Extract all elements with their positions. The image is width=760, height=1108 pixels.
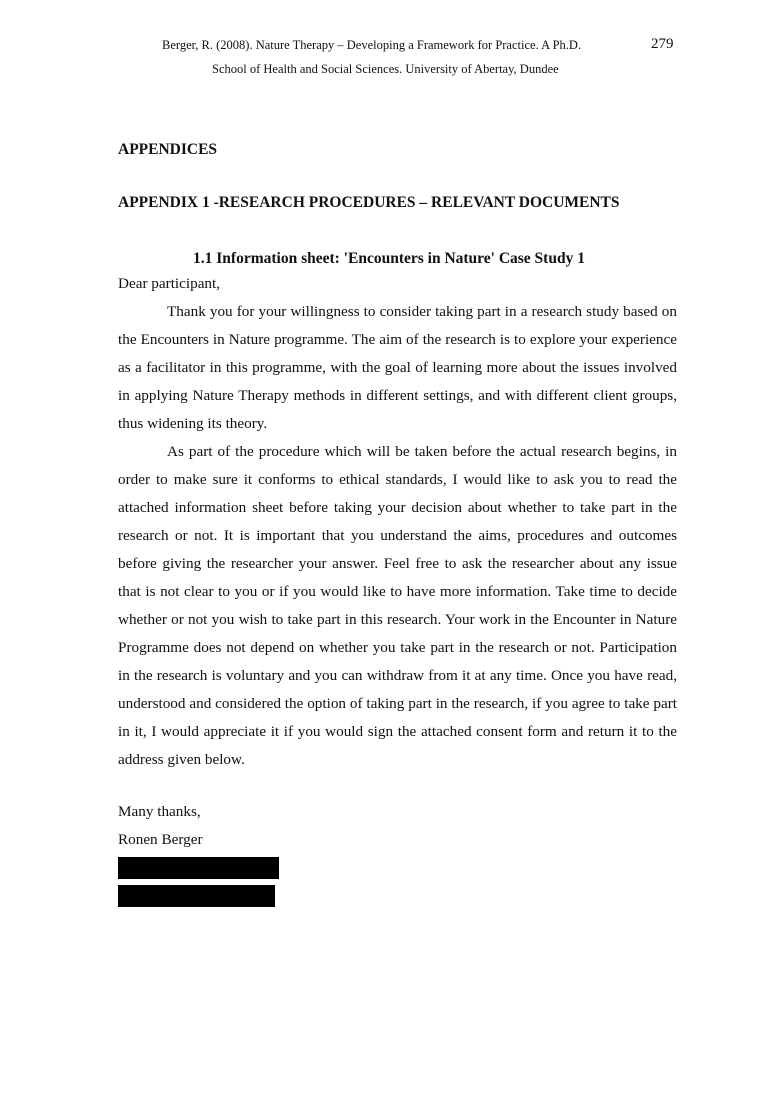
redaction-bar-2: [118, 885, 275, 907]
paragraph-1-container: [118, 298, 677, 438]
paragraph-2-container: [118, 438, 677, 774]
paragraph-1: Thank you for your willingness to consider taking part in a research study based on the Encounters in Nature programme. The aim of the research is to explore your experience as a facilitator in this programme, with the goal of learning more about the issues involved in applying Nature Therapy methods in different settings, and with different client groups, thus widening its theory.: [118, 303, 677, 432]
citation-line-2: School of Health and Social Sciences. University of Abertay, Dundee: [212, 62, 559, 76]
citation-line-1: Berger, R. (2008). Nature Therapy – Developing a Framework for Practice. A Ph.D.: [162, 38, 582, 52]
information-sheet-heading: 1.1 Information sheet: 'Encounters in Nature' Case Study 1: [193, 250, 585, 267]
paragraph-2: As part of the procedure which will be taken before the actual research begins, in order to make sure it conforms to ethical standards, I would like to ask you to read the attached information sheet before taking your decision about whether to take part in the research or not. It is important that you understand the aims, procedures and outcomes before giving the researcher your answer. Feel free to ask the researcher about any issue that is not clear to you or if you would like to have more information. Take time to decide whether or not you wish to take part in this research. Your work in the Encounter in Nature Programme does not depend on whether you take part in the research or not. Participation in the research is voluntary and you can withdraw from it at any time. Once you have read, understood and considered the option of taking part in the research, if you agree to take part in it, I would appreciate it if you would sign the attached consent form and return it to the address given below.: [118, 443, 677, 768]
closing-thanks: Many thanks,: [118, 803, 201, 820]
redaction-bar-1: [118, 857, 279, 879]
appendix1-heading: APPENDIX 1 -RESEARCH PROCEDURES – RELEVANT DOCUMENTS: [118, 194, 620, 211]
salutation: Dear participant,: [118, 275, 221, 292]
page-number: 279: [651, 36, 674, 52]
appendices-heading: APPENDICES: [118, 141, 218, 158]
signer-name: Ronen Berger: [118, 831, 203, 848]
